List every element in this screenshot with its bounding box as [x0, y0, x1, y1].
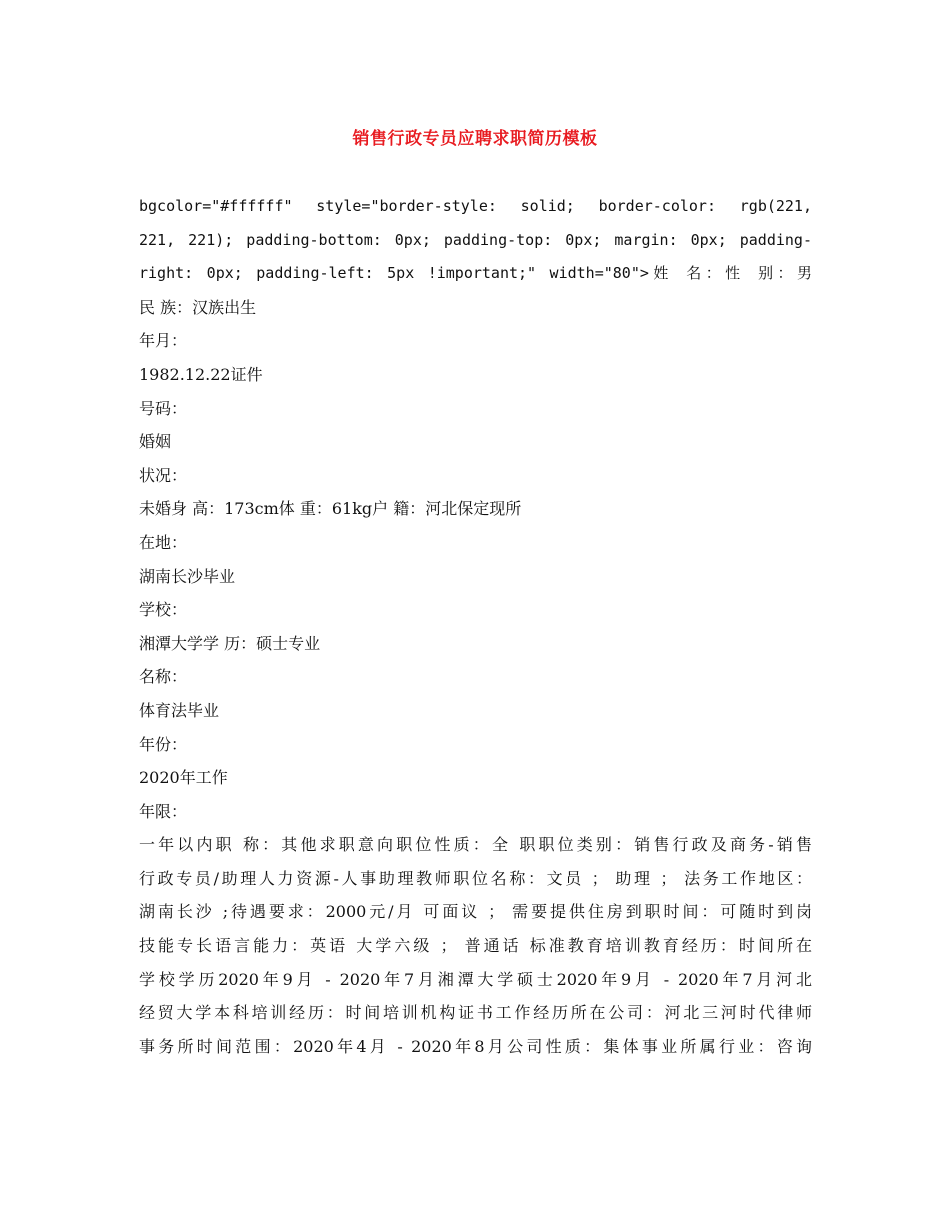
body-line: 技能专长语言能力：英语 大学六级 ； 普通话 标准教育培训教育经历：时间所在 [139, 936, 812, 956]
document-title: 销售行政专员应聘求职简历模板 [352, 129, 598, 149]
body-line: 学校： [139, 600, 188, 620]
body-line: 学校学历2020年9月 - 2020年7月湘潭大学硕士2020年9月 - 2020年7月河北 [139, 969, 812, 989]
body-line: 体育法毕业 [139, 700, 220, 720]
body-line: 221, 221); padding-bottom: 0px; padding-top: 0px; margin: 0px; padding- [139, 230, 812, 249]
body-line: 湘潭大学学 历：硕士专业 [139, 633, 321, 653]
body-line: 在地： [139, 532, 188, 552]
body-line: 经贸大学本科培训经历：时间培训机构证书工作经历所在公司：河北三河时代律师 [139, 1003, 812, 1023]
body-line: 湖南长沙 ;待遇要求：2000元/月 可面议 ； 需要提供住房到职时间：可随时到岗 [139, 902, 812, 922]
body-line: 年份： [139, 734, 188, 754]
body-line: 湖南长沙毕业 [139, 566, 236, 586]
body-line: 2020年工作 [139, 768, 228, 788]
body-line: 婚姻 [139, 432, 172, 452]
body-line: 年限： [139, 801, 188, 821]
body-line: 状况： [139, 465, 188, 485]
document-body [139, 190, 812, 1063]
body-line: 名称： [139, 667, 188, 687]
body-line: right: 0px; padding-left: 5px !important;" width="80">姓 名：性 别：男 [139, 264, 812, 283]
body-line: 号码： [139, 398, 188, 418]
body-line: 行政专员/助理人力资源-人事助理教师职位名称：文员 ； 助理 ； 法务工作地区： [139, 868, 812, 888]
body-line: 一年以内职 称：其他求职意向职位性质：全 职职位类别：销售行政及商务-销售 [139, 835, 812, 855]
body-line: 民 族：汉族出生 [139, 297, 257, 317]
body-line: bgcolor="#ffffff" style="border-style: solid; border-color: rgb(221, [139, 197, 812, 215]
body-line: 1982.12.22证件 [139, 364, 263, 384]
body-line: 事务所时间范围：2020年4月 - 2020年8月公司性质：集体事业所属行业：咨询 [139, 1036, 812, 1056]
body-line: 未婚身 高：173cm体 重：61kg户 籍：河北保定现所 [139, 499, 522, 519]
body-line: 年月： [139, 331, 188, 351]
